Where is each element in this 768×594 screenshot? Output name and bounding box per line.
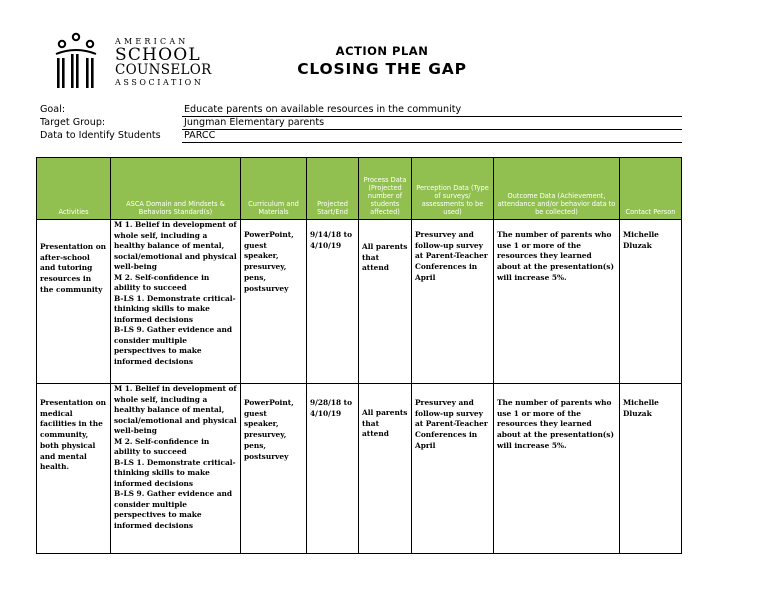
contact-cell — [620, 384, 682, 554]
logo-line-american: AMERICAN — [115, 37, 189, 46]
target-group-value: Jungman Elementary parents — [182, 117, 682, 130]
goal-value: Educate parents on available resources in the community — [182, 104, 682, 117]
perception-text: Presurvey and follow-up survey at Parent-Teacher Conferences in April — [415, 398, 488, 450]
column-header: Contact Person — [620, 158, 682, 220]
dates-cell — [307, 384, 359, 554]
process-text: All parents that attend — [362, 242, 408, 273]
meta-row-target-group — [40, 117, 682, 130]
dates-text: 9/14/18 to 4/10/19 — [310, 230, 353, 250]
outcome-cell — [494, 220, 620, 384]
target-group-label: Target Group: — [40, 117, 106, 128]
perception-text: Presurvey and follow-up survey at Parent-Teacher Conferences in April — [415, 230, 488, 282]
standard-text: B-LS 1. Demonstrate critical-thinking skills to make informed decisions — [114, 293, 236, 324]
page-subtitle: CLOSING THE GAP — [297, 60, 467, 78]
standard-text: M 2. Self-confidence in ability to succeed — [114, 436, 210, 457]
contact-text: Michelle Dluzak — [623, 398, 659, 418]
column-header: ASCA Domain and Mindsets & Behaviors Standard(s) — [111, 158, 241, 220]
column-header: Projected Start/End — [307, 158, 359, 220]
page-title: ACTION PLAN — [335, 44, 429, 58]
meta-row-data — [40, 130, 682, 143]
contact-text: Michelle Dluzak — [623, 230, 659, 250]
materials-text: PowerPoint, guest speaker, presurvey, pens, postsurvey — [244, 398, 294, 461]
logo-line-school: SCHOOL — [115, 45, 201, 65]
standard-text: M 1. Belief in development of whole self, including a healthy balance of mental, social/emotional and physical well-being — [114, 220, 237, 272]
column-header: Activities — [37, 158, 111, 220]
standard-text: B-LS 9. Gather evidence and consider multiple perspectives to make informed decisions — [114, 325, 233, 366]
activity-text: Presentation on medical facilities in the community, both physical and mental health. — [40, 398, 106, 472]
data-label: Data to Identify Students — [40, 130, 161, 141]
contact-cell — [620, 220, 682, 384]
action-plan-table — [36, 157, 682, 554]
perception-cell — [412, 384, 494, 554]
column-header: Curriculum and Materials — [241, 158, 307, 220]
column-header: Outcome Data (Achievement, attendance and/or behavior data to be collected) — [494, 158, 620, 220]
logo-wordmark — [115, 38, 212, 87]
table-row — [37, 384, 682, 554]
asca-logo — [52, 30, 222, 92]
standard-text: M 1. Belief in development of whole self, including a healthy balance of mental, social/emotional and physical well-being — [114, 384, 237, 436]
dates-cell — [307, 220, 359, 384]
plan-meta — [40, 104, 682, 143]
logo-line-counselor: COUNSELOR — [115, 62, 212, 78]
column-header: Perception Data (Type of surveys/ assessments to be used) — [412, 158, 494, 220]
dates-text: 9/28/18 to 4/10/19 — [310, 398, 353, 418]
perception-cell — [412, 220, 494, 384]
outcome-text: The number of parents who use 1 or more of the resources they learned about at the presentation(s) will increase 5%. — [497, 230, 614, 282]
column-header: Process Data (Projected number of students affected) — [359, 158, 412, 220]
standard-text: M 2. Self-confidence in ability to succeed — [114, 272, 210, 293]
materials-cell — [241, 220, 307, 384]
outcome-cell — [494, 384, 620, 554]
logo-line-association: ASSOCIATION — [115, 77, 204, 87]
standard-text: B-LS 1. Demonstrate critical-thinking skills to make informed decisions — [114, 457, 236, 488]
materials-text: PowerPoint, guest speaker, presurvey, pens, postsurvey — [244, 230, 294, 293]
table-header-row — [37, 158, 682, 220]
standard-text: B-LS 9. Gather evidence and consider multiple perspectives to make informed decisions — [114, 489, 233, 530]
outcome-text: The number of parents who use 1 or more of the resources they learned about at the presentation(s) will increase 5%. — [497, 398, 614, 450]
activity-cell — [37, 220, 111, 384]
meta-row-goal — [40, 104, 682, 117]
asca-logo-icon — [52, 30, 112, 92]
standards-cell — [111, 384, 241, 554]
table-row — [37, 220, 682, 384]
activity-text: Presentation on after-school and tutoring resources in the community — [40, 242, 106, 294]
standards-cell — [111, 220, 241, 384]
materials-cell — [241, 384, 307, 554]
process-text: All parents that attend — [362, 408, 408, 439]
process-cell — [359, 384, 412, 554]
activity-cell — [37, 384, 111, 554]
goal-label: Goal: — [40, 104, 66, 115]
data-value: PARCC — [182, 130, 682, 143]
process-cell — [359, 220, 412, 384]
